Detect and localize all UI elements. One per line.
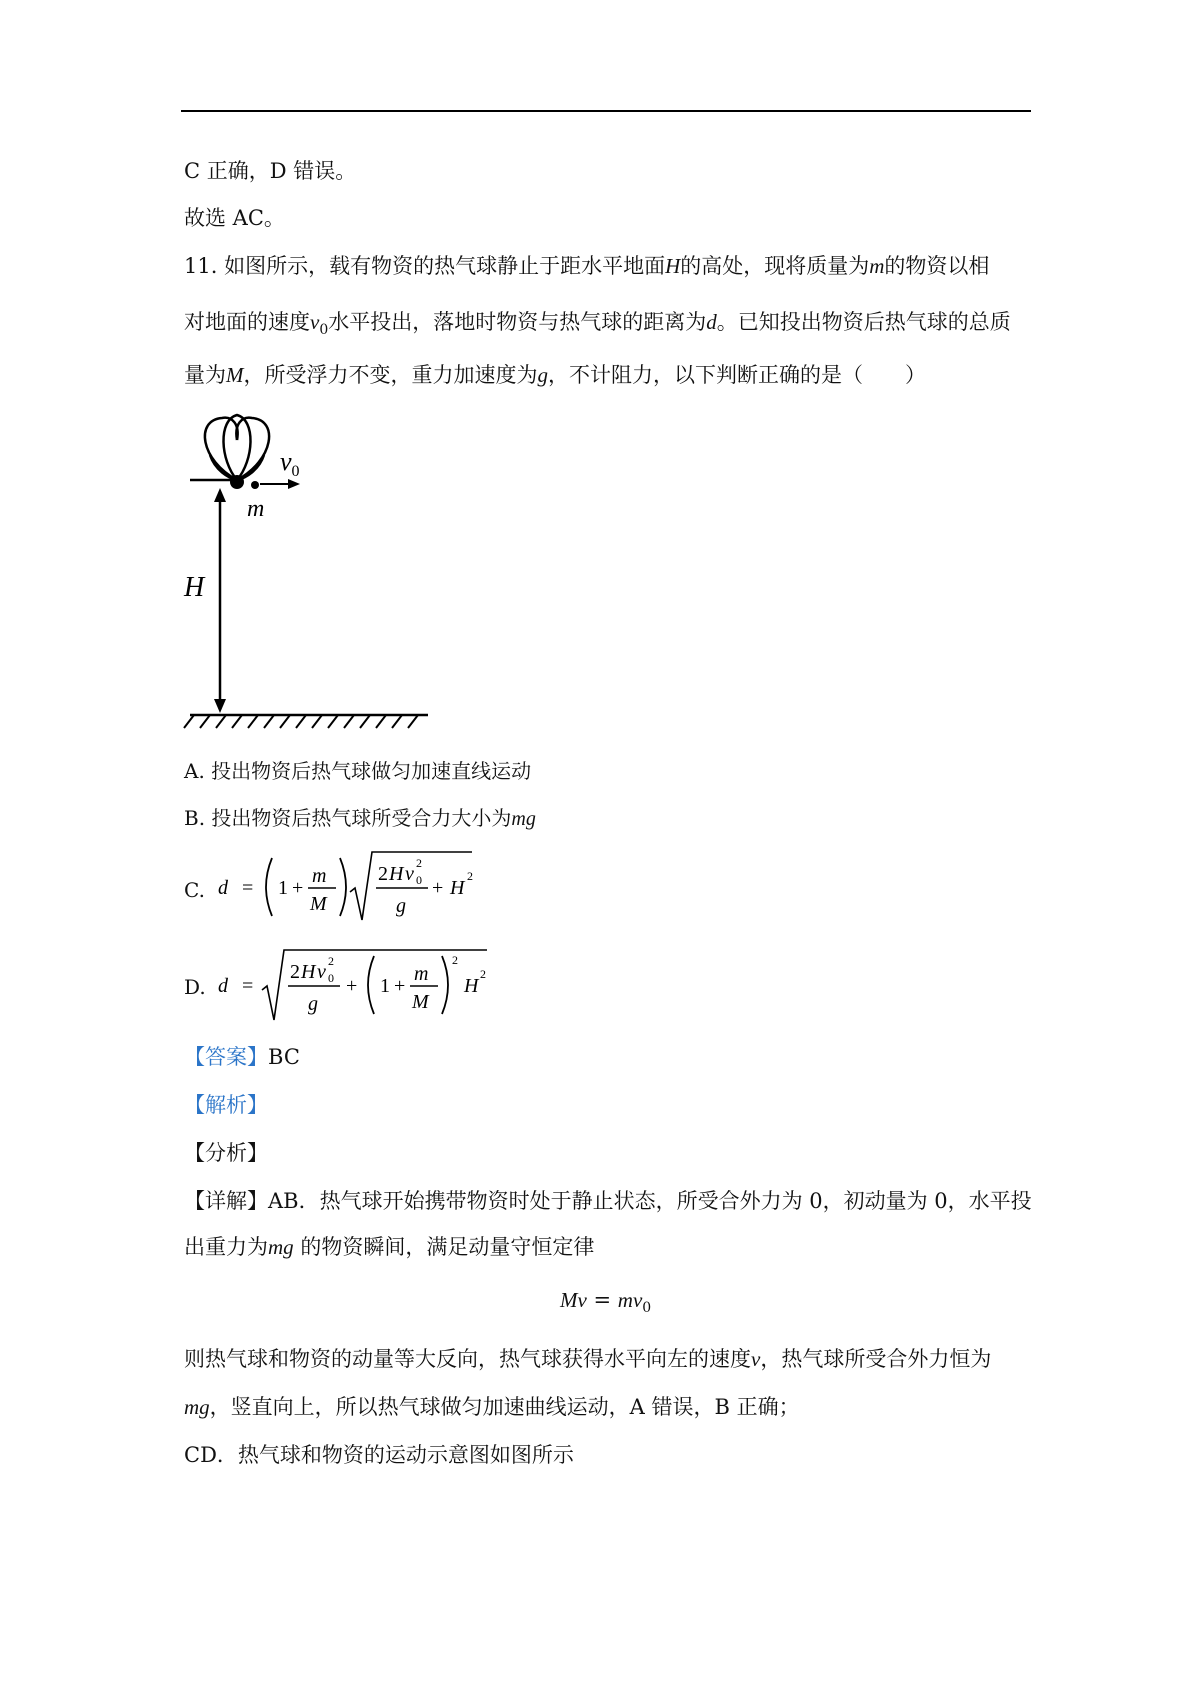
height-arrow-top (214, 488, 226, 502)
q-text: ，不计阻力，以下判断正确的是（ ） (548, 363, 926, 387)
detail-line-4 (184, 1392, 800, 1422)
svg-text:g: g (308, 993, 318, 1015)
paragraph-choose-ac: 故选 AC。 (184, 206, 285, 230)
svg-text:H: H (450, 877, 465, 899)
svg-text:H: H (389, 863, 404, 885)
answer-value: BC (268, 1045, 300, 1069)
svg-text:M: M (310, 893, 327, 915)
detail-line-2 (184, 1232, 594, 1262)
detail-v: v (751, 1347, 761, 1371)
svg-text:v: v (317, 961, 326, 983)
detail-text: ，热气球所受合外力恒为 (760, 1347, 992, 1371)
svg-text:v: v (405, 863, 414, 885)
label-m: m (247, 496, 265, 522)
svg-text:H: H (301, 961, 316, 983)
svg-text:d: d (218, 877, 228, 899)
svg-text:m: m (414, 963, 429, 985)
q-sub-0: 0 (319, 322, 329, 339)
detail-text: 出重力为 (184, 1235, 268, 1259)
svg-text:2: 2 (328, 954, 334, 968)
svg-text:0: 0 (416, 873, 422, 887)
height-arrow-bottom (214, 699, 226, 713)
eq-right: mv (617, 1288, 643, 1312)
svg-text:M: M (412, 991, 429, 1013)
q-var-mass: M (226, 363, 244, 387)
q-var-v: v (310, 310, 320, 334)
svg-text:m: m (312, 865, 327, 887)
q-var-d: d (706, 310, 717, 334)
eq-sub: 0 (642, 1300, 652, 1317)
option-b (184, 803, 536, 834)
detail-line-1: 【详解】AB．热气球开始携带物资时处于静止状态，所受合外力为 0，初动量为 0，水平投 (184, 1189, 1032, 1213)
option-c-label: C. (184, 878, 205, 902)
svg-text:2: 2 (467, 869, 473, 883)
detail-mg: mg (268, 1235, 294, 1259)
svg-text:2: 2 (290, 961, 300, 983)
detail-text: 则热气球和物资的动量等大反向，热气球获得水平向左的速度 (184, 1347, 751, 1371)
svg-text:=: = (242, 877, 254, 899)
svg-text:2: 2 (416, 856, 422, 870)
q-text: 。已知投出物资后热气球的总质 (716, 310, 1011, 334)
option-c-formula (212, 846, 492, 928)
option-d-label: D. (184, 975, 206, 999)
fenxi-tag: 【分析】 (184, 1141, 268, 1165)
header-rule (181, 110, 1031, 112)
q-text: 水平投出，落地时物资与热气球的距离为 (328, 310, 707, 334)
q-var-h: H (665, 254, 681, 278)
question-line-1 (184, 251, 989, 281)
svg-text:g: g (396, 895, 406, 917)
svg-text:2: 2 (452, 953, 458, 967)
detail-line-3 (184, 1344, 991, 1374)
q-text: 的物资以相 (884, 254, 990, 278)
analysis-tag: 【解析】 (184, 1093, 268, 1117)
q-text: 的高处，现将质量为 (680, 254, 870, 278)
cargo-dot (251, 481, 259, 489)
q-text: ，所受浮力不变，重力加速度为 (243, 363, 538, 387)
option-d-formula (212, 944, 502, 1026)
label-v0: $v_0$ (280, 447, 300, 480)
svg-text:+: + (346, 975, 358, 997)
svg-text:2: 2 (378, 863, 388, 885)
ground-hatch (184, 715, 418, 728)
detail-mg: mg (184, 1395, 210, 1419)
detail-text: 的物资瞬间，满足动量守恒定律 (293, 1235, 595, 1259)
question-line-3 (184, 360, 926, 390)
svg-text:H: H (464, 975, 479, 997)
option-b-text: B. 投出物资后热气球所受合力大小为 (184, 806, 512, 830)
label-h: H (184, 572, 205, 603)
eq-left: Mv (560, 1288, 587, 1312)
q-text: 11. 如图所示，载有物资的热气球静止于距水平地面 (184, 254, 666, 278)
svg-text:1: 1 (278, 877, 288, 899)
q-var-g: g (537, 363, 548, 387)
detail-text: ，竖直向上，所以热气球做匀加速曲线运动，A 错误，B 正确； (209, 1395, 800, 1419)
eq-equals: = (586, 1288, 618, 1312)
paragraph-c-correct: C 正确，D 错误。 (184, 159, 357, 183)
svg-text:=: = (242, 975, 254, 997)
q-text: 对地面的速度 (184, 310, 310, 334)
svg-text:+: + (394, 975, 406, 997)
option-a: A. 投出物资后热气球做匀加速直线运动 (184, 759, 532, 783)
svg-text:2: 2 (480, 967, 486, 981)
balloon-icon (205, 415, 269, 480)
question-line-2 (184, 307, 1011, 345)
answer-tag: 【答案】 (184, 1045, 268, 1069)
balloon-figure (180, 410, 440, 740)
option-b-math: mg (511, 808, 536, 830)
momentum-equation (560, 1285, 651, 1323)
velocity-arrowhead (288, 479, 300, 489)
detail-line-5: CD．热气球和物资的运动示意图如图所示 (184, 1443, 574, 1467)
balloon-dot (230, 475, 244, 489)
svg-text:+: + (432, 877, 444, 899)
q-var-m: m (869, 254, 885, 278)
svg-text:0: 0 (328, 971, 334, 985)
svg-text:d: d (218, 975, 228, 997)
svg-text:1: 1 (380, 975, 390, 997)
answer-line (184, 1042, 300, 1072)
svg-text:+: + (292, 877, 304, 899)
q-text: 量为 (184, 363, 226, 387)
